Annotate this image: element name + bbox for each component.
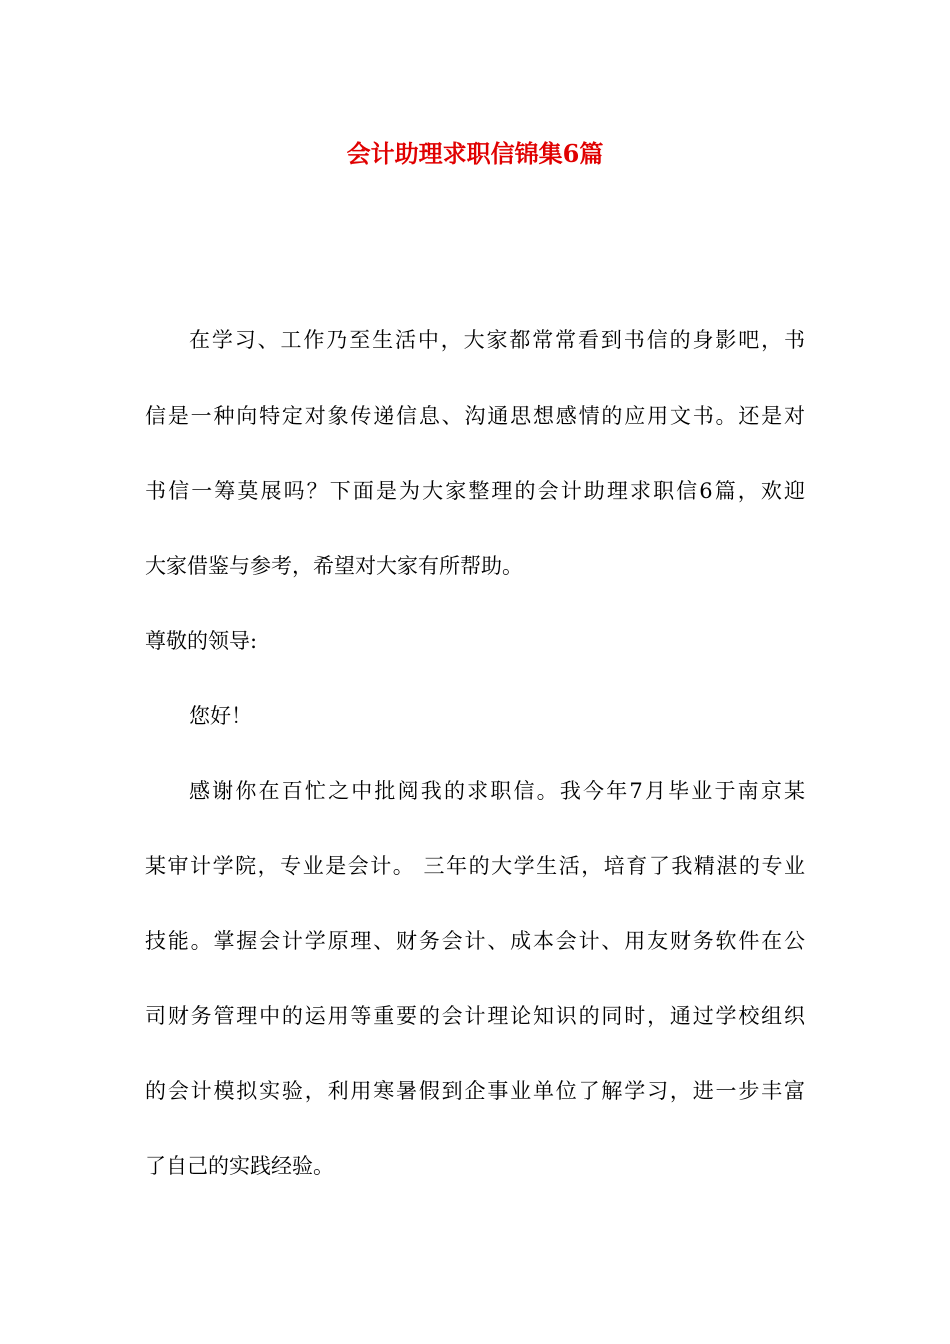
body-line-4: 司财务管理中的运用等重要的会计理论知识的同时，通过学校组织: [145, 1004, 805, 1028]
intro-line-1: 在学习、工作乃至生活中，大家都常常看到书信的身影吧，书: [189, 328, 805, 352]
salutation: 尊敬的领导:: [145, 629, 258, 653]
body-line-2: 某审计学院，专业是会计。 三年的大学生活，培育了我精湛的专业: [145, 854, 805, 878]
intro-line-2: 信是一种向特定对象传递信息、沟通思想感情的应用文书。还是对: [145, 404, 805, 428]
intro-line-3: 书信一筹莫展吗？下面是为大家整理的会计助理求职信6篇，欢迎: [145, 479, 805, 503]
intro-line-4: 大家借鉴与参考，希望对大家有所帮助。: [145, 554, 523, 578]
document-title: 会计助理求职信锦集6篇: [346, 139, 604, 168]
body-line-3: 技能。掌握会计学原理、财务会计、成本会计、用友财务软件在公: [145, 929, 805, 953]
greeting: 您好！: [189, 704, 252, 728]
body-line-1: 感谢你在百忙之中批阅我的求职信。我今年7月毕业于南京某: [189, 779, 805, 803]
body-line-5: 的会计模拟实验，利用寒暑假到企事业单位了解学习，进一步丰富: [145, 1079, 805, 1103]
body-line-6: 了自己的实践经验。: [145, 1154, 334, 1178]
